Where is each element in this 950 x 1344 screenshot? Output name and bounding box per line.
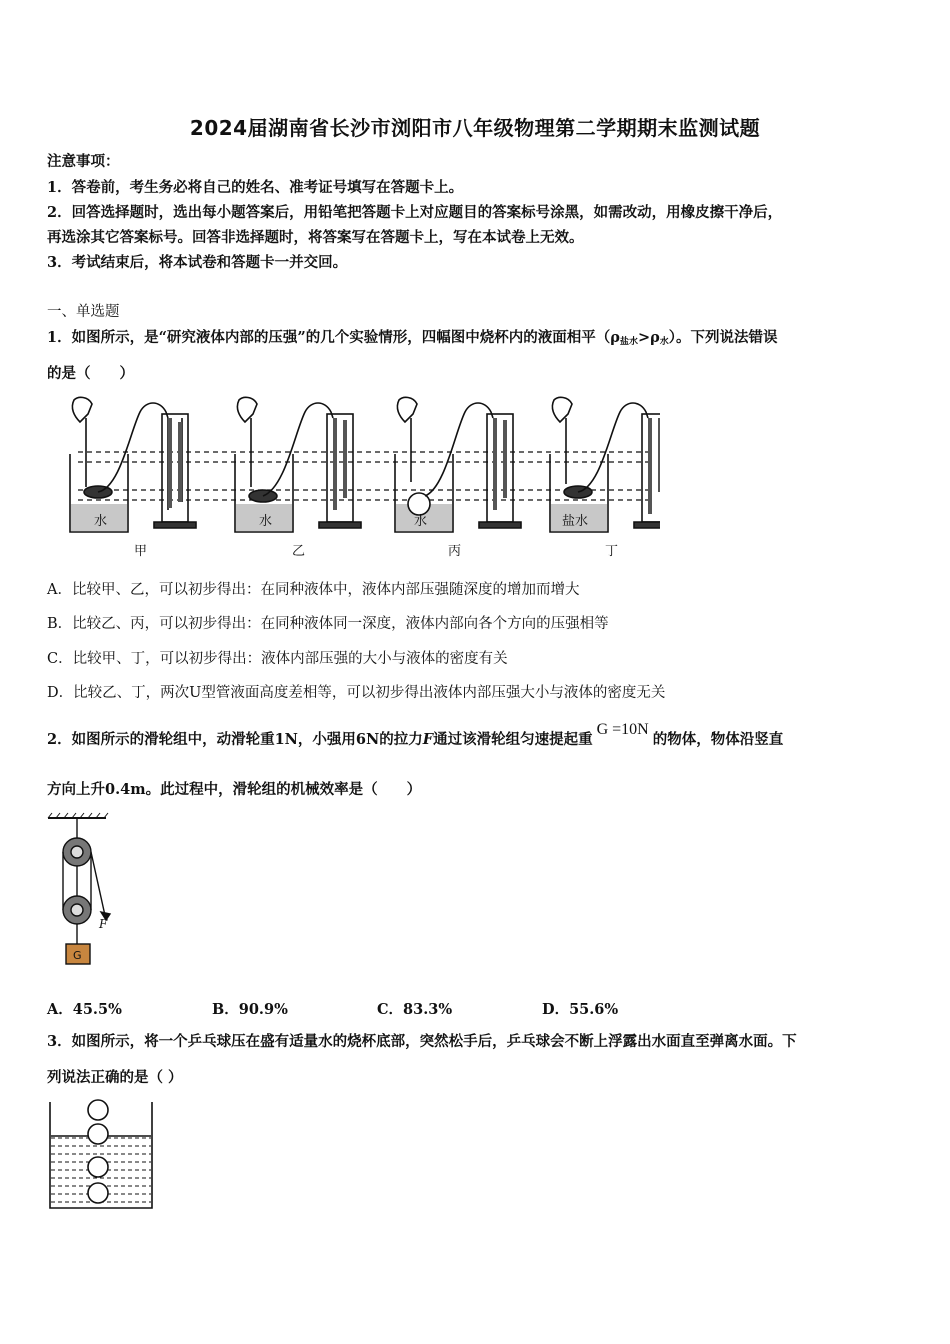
apparatus-yi <box>235 397 361 532</box>
q2-choice-c: C．83.3% <box>377 1001 453 1018</box>
q2-choice-d: D．55.6% <box>542 1001 619 1018</box>
q2-stem-c: 的物体，物体沿竖直 <box>652 731 784 748</box>
q3-stem-line1: 3．如图所示，将一个乒乓球压在盛有适量水的烧杯底部，突然松手后，乒乓球会不断上浮露出水面直至弹离水面。下 <box>47 1033 797 1050</box>
q2-stem-line1 <box>47 721 784 750</box>
notice-heading: 注意事项： <box>47 153 120 170</box>
gt-symbol: > <box>637 329 651 346</box>
notice-item-2-cont: 再选涂其它答案标号。回答非选择题时，将答案写在答题卡上，写在本试卷上无效。 <box>47 229 584 246</box>
weight-formula: G =10N <box>596 721 649 738</box>
apparatus-ding <box>550 397 660 532</box>
notice-item-3: 3．考试结束后，将本试卷和答题卡一并交回。 <box>47 254 348 271</box>
q2-stem-a: 2．如图所示的滑轮组中，动滑轮重1N，小强用6N的拉力 <box>47 731 423 748</box>
q2-stem-line2: 方向上升0.4m。此过程中，滑轮组的机械效率是（ ） <box>47 781 422 798</box>
rho-symbol-1: ρ <box>610 329 620 346</box>
q1-stem-line1 <box>47 328 778 352</box>
apparatus-jia <box>70 397 196 532</box>
q2-pulley-figure <box>44 812 124 972</box>
apparatus-bing <box>395 397 521 532</box>
fig-label-ding: 丁 <box>605 544 619 559</box>
sub-water: 水 <box>659 337 669 347</box>
q1-option-b: B．比较乙、丙，可以初步得出：在同种液体同一深度，液体内部向各个方向的压强相等 <box>47 616 609 632</box>
force-symbol: F <box>422 731 434 748</box>
q1-option-c: C．比较甲、丁，可以初步得出：液体内部压强的大小与液体的密度有关 <box>47 651 508 667</box>
section-heading: 一、单选题 <box>47 304 120 320</box>
q1-option-d: D．比较乙、丁，两次U型管液面高度差相等，可以初步得出液体内部压强大小与液体的密度无关 <box>47 685 666 701</box>
q2-choice-b: B．90.9% <box>212 1001 288 1018</box>
q1-stem-a: 1．如图所示，是“研究液体内部的压强”的几个实验情形，四幅图中烧杯内的液面相平（ <box>47 329 611 346</box>
beaker-label-4: 盐水 <box>562 514 589 529</box>
beaker-label-3: 水 <box>414 514 428 529</box>
q1-option-a: A．比较甲、乙，可以初步得出：在同种液体中，液体内部压强随深度的增加而增大 <box>47 582 580 598</box>
beaker-label-2: 水 <box>259 514 273 529</box>
q2-choice-a: A．45.5% <box>47 1001 122 1018</box>
q1-figure <box>50 392 660 562</box>
pulley-weight-label: G <box>73 949 82 962</box>
q1-stem-b: ）。下列说法错误 <box>668 329 778 346</box>
fig-label-bing: 丙 <box>448 544 462 559</box>
rho-symbol-2: ρ <box>650 329 660 346</box>
beaker-label-1: 水 <box>94 514 108 529</box>
fig-label-yi: 乙 <box>292 544 306 559</box>
notice-item-2: 2．回答选择题时，选出每小题答案后，用铅笔把答题卡上对应题目的答案标号涂黑，如需改动，用橡皮擦干净后， <box>47 204 783 221</box>
pulley-force-label: F <box>99 917 108 931</box>
page-title: 2024届湖南省长沙市浏阳市八年级物理第二学期期末监测试题 <box>189 116 761 140</box>
sub-salt-water: 盐水 <box>619 337 638 347</box>
fig-label-jia: 甲 <box>134 544 148 559</box>
q2-stem-b: 通过该滑轮组匀速提起重 <box>433 731 593 748</box>
q1-stem-line2: 的是（ ） <box>47 365 134 382</box>
q3-beaker-figure <box>46 1096 158 1214</box>
q3-stem-line2: 列说法正确的是（ ） <box>47 1069 183 1086</box>
notice-item-1: 1．答卷前，考生务必将自己的姓名、准考证号填写在答题卡上。 <box>47 179 464 196</box>
